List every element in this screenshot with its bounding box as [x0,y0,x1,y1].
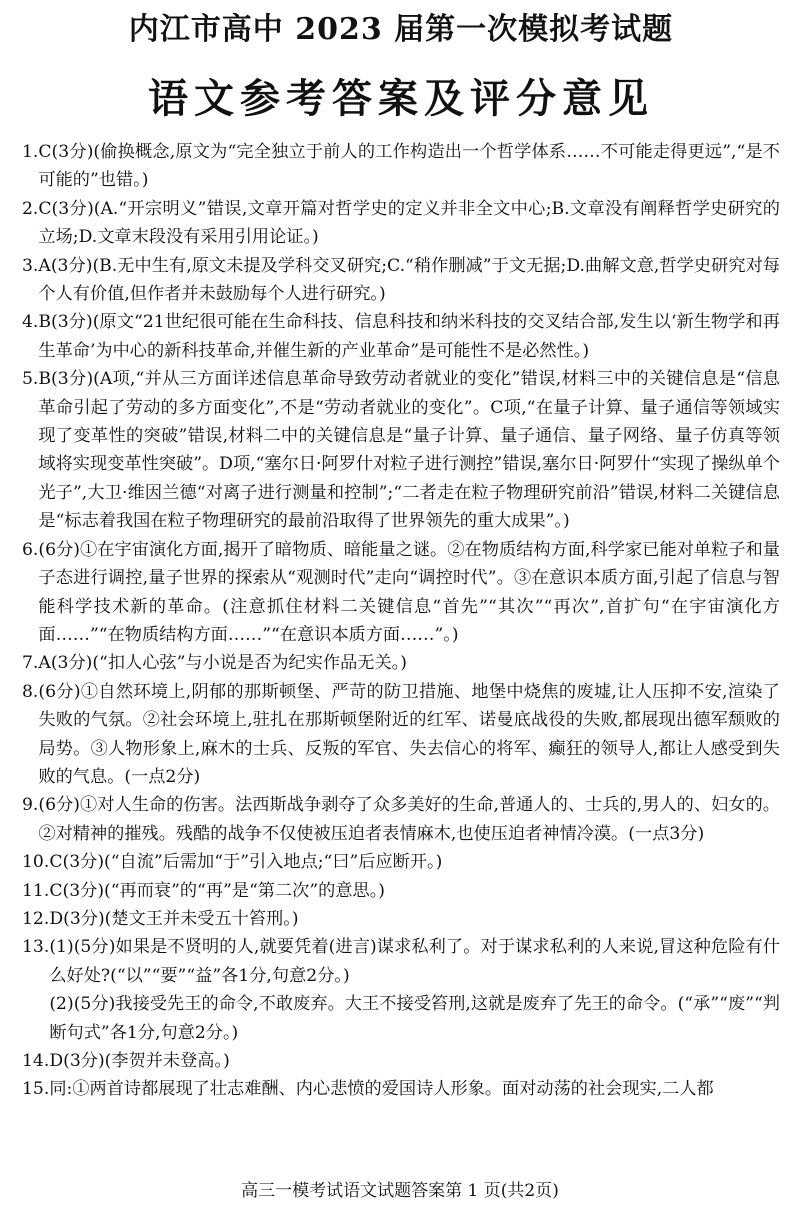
answer-number: 14. [22,1051,50,1071]
answer-text: D(3分)(李贺并未登高。) [49,1051,230,1071]
answer-item-13 [22,933,780,1047]
answer-item-2 [22,195,780,252]
answer-item-12 [22,905,780,933]
answer-item-14 [22,1047,780,1075]
answer-number: 6. [22,539,39,560]
answer-number: 12. [22,908,50,929]
answer-list [22,138,780,1104]
answer-text: C(3分)(A.“开宗明义”错误,文章开篇对哲学史的定义并非全文中心;B.文章没有阐释哲学史研究的立场;D.文章末段没有采用引用论证。) [38,198,780,248]
answer-item-9 [22,791,780,848]
answer-number: 3. [22,255,39,276]
answer-text: C(3分)(“自流”后需加“于”引入地点;“曰”后应断开。) [49,852,443,873]
answer-item-1 [22,138,780,195]
answer-number: 13. [22,937,50,958]
answer-item-4 [22,308,780,365]
answer-number: 11. [22,880,50,901]
answer-number: 9. [22,795,39,816]
answer-item-10 [22,848,780,876]
answer-item-3 [22,252,780,309]
page-footer: 高三一模考试语文试题答案第 1 页(共2页) [241,1181,559,1201]
answer-item-15 [22,1075,780,1103]
exam-title: 内江市高中 2023 届第一次模拟考试题 [128,12,674,47]
answer-text: B(3分)(原文“21世纪很可能在生命科技、信息科技和纳米科技的交叉结合部,发生以‘新生物学和再生革命’为中心的新科技革命,并催生新的产业革命”是可能性不是必然性。) [38,312,780,361]
answer-text: B(3分)(A项,“并从三方面详述信息革命导致劳动者就业的变化”错误,材料三中的关键信息是“信息革命引起了劳动的多方面变化”,不是“劳动者就业的变化”。C项,“在量子计算、量子通信等领域实现了变革性的突破”错误,材料二中的关键信息是“量子计算、量子通信、量子网络、量子仿真等领域将实现变革性突破”。D项,“塞尔日·阿罗什对粒子进行测控”错误,塞尔日·阿罗什“实现了操纵单个光子”,大卫·维因兰德“对离子进行测量和控制”;“二者走在粒子物理研究前沿”错误,材料二关键信息是“标志着我国在粒子物理研究的最前沿取得了世界领先的重大成果”。) [38,369,780,532]
answer-item-6 [22,536,780,650]
answer-text: C(3分)(“再而衰”的“再”是“第二次”的意思。) [49,880,385,901]
answer-text: (6分)①对人生命的伤害。法西斯战争剥夺了众多美好的生命,普通人的、士兵的,男人的、妇女的。②对精神的摧残。残酷的战争不仅使被压迫者表情麻木,也使压迫者神情冷漠。(一点3分) [38,795,780,844]
answer-number: 2. [22,198,39,219]
answer-key-title: 语文参考答案及评分意见 [148,75,654,122]
answer-text: A(3分)(B.无中生有,原文未提及学科交叉研究;C.“稍作删减”于文无据;D.曲解文意,哲学史研究对每个人有价值,但作者并未鼓励每个人进行研究。) [38,255,780,305]
answer-text-part-2: (2)(5分)我接受先王的命令,不敢废弃。大王不接受笞刑,这就是废弃了先王的命令。(“承”“废”“判断句式”各1分,句意2分。) [49,994,780,1043]
answer-text: (6分)①自然环境上,阴郁的那斯顿堡、严苛的防卫措施、地堡中烧焦的废墟,让人压抑不安,渲染了失败的气氛。②社会环境上,驻扎在那斯顿堡附近的红军、诺曼底战役的失败,都展现出德军颓败的局势。③人物形象上,麻木的士兵、反叛的军官、失去信心的将军、癫狂的领导人,都让人感受到失败的气息。(一点2分) [38,681,780,787]
answer-item-11 [22,877,780,905]
answer-text: C(3分)(偷换概念,原文为“完全独立于前人的工作构造出一个哲学体系……不可能走得更远”,“是不可能的”也错。) [38,142,780,191]
answer-number: 15. [22,1079,50,1100]
answer-text: D(3分)(楚文王并未受五十笞刑。) [49,908,299,929]
answer-text-group [49,933,780,1047]
answer-text: 同:①两首诗都展现了壮志难酬、内心悲愤的爱国诗人形象。面对动荡的社会现实,二人都 [49,1079,714,1100]
answer-number: 1. [22,142,39,162]
answer-number: 4. [22,312,39,333]
answer-text: (6分)①在宇宙演化方面,揭开了暗物质、暗能量之谜。②在物质结构方面,科学家已能对单粒子和量子态进行调控,量子世界的探索从“观测时代”走向“调控时代”。③在意识本质方面,引起了信息与智能科学技术新的革命。(注意抓住材料二关键信息“首先”“其次”“再次”,首扩句“在宇宙演化方面……”“在物质结构方面……”“在意识本质方面……”。) [38,539,780,645]
answer-item-7 [22,649,780,677]
answer-number: 5. [22,369,39,390]
answer-text-part-1: (1)(5分)如果是不贤明的人,就要凭着(进言)谋求私利了。对于谋求私利的人来说,冒这种危险有什么好处?(“以”“要”“益”各1分,句意2分。) [49,937,780,986]
answer-number: 8. [22,681,39,702]
answer-number: 7. [22,653,39,674]
answer-text: A(3分)(“扣人心弦”与小说是否为纪实作品无关。) [38,653,407,674]
answer-number: 10. [22,852,50,873]
answer-item-8 [22,678,780,792]
answer-item-5 [22,365,780,535]
